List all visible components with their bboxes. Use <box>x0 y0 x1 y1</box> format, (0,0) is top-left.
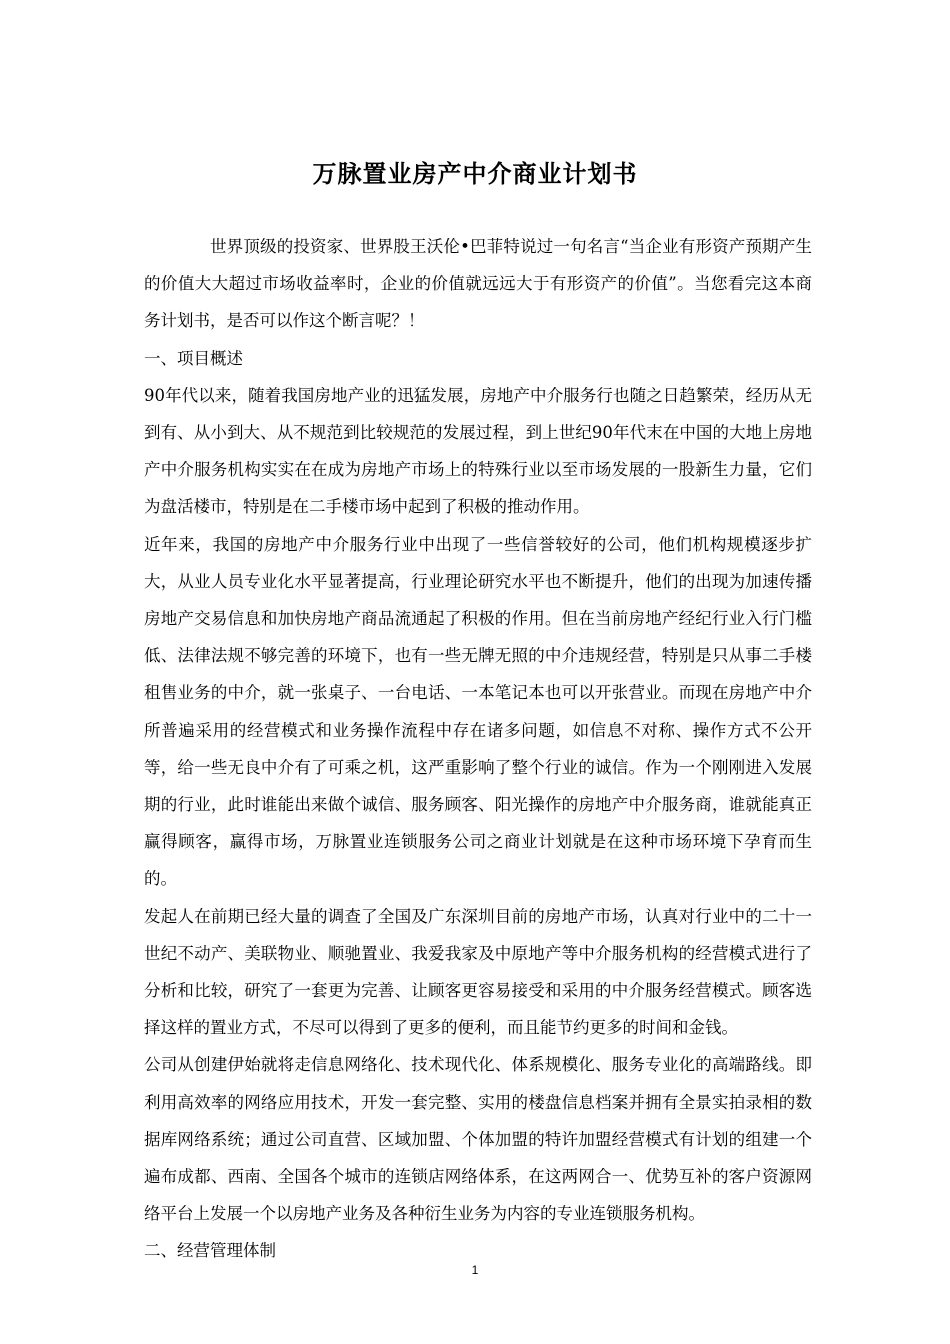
paragraph-industry-issues: 近年来，我国的房地产中介服务行业中出现了一些信誉较好的公司，他们机构规模逐步扩大，从业人员专业化水平显著提高，行业理论研究水平也不断提升，他们的出现为加速传播房地产交易信息和加快房地产商品流通起了积极的作用。但在当前房地产经纪行业入行门槛低、法律法规不够完善的环境下，也有一些无牌无照的中介违规经营，特别是只从事二手楼租售业务的中介，就一张桌子、一台电话、一本笔记本也可以开张营业。而现在房地产中介所普遍采用的经营模式和业务操作流程中存在诸多问题，如信息不对称、操作方式不公开等，给一些无良中介有了可乘之机，这严重影响了整个行业的诚信。作为一个刚刚进入发展期的行业，此时谁能出来做个诚信、服务顾客、阳光操作的房地产中介服务商，谁就能真正赢得顾客，赢得市场，万脉置业连锁服务公司之商业计划就是在这种市场环境下孕育而生的。 <box>144 534 812 889</box>
paragraph-market-research: 发起人在前期已经大量的调查了全国及广东深圳目前的房地产市场，认真对行业中的二十一世纪不动产、美联物业、顺驰置业、我爱我家及中原地产等中介服务机构的经营模式进行了分析和比较，研究了一套更为完善、让顾客更容易接受和采用的中介服务经营模式。顾客选择这样的置业方式，不尽可以得到了更多的便利，而且能节约更多的时间和金钱。 <box>144 906 812 1038</box>
intro-paragraph: 世界顶级的投资家、世界股王沃伦•巴菲特说过一句名言“当企业有形资产预期产生的价值大大超过市场收益率时，企业的价值就远远大于有形资产的价值”。当您看完这本商务计划书，是否可以作这个断言呢？！ <box>144 237 812 331</box>
section-heading-management: 二、经营管理体制 <box>144 1241 276 1261</box>
document-title: 万脉置业房产中介商业计划书 <box>312 159 638 188</box>
paragraph-company-strategy: 公司从创建伊始就将走信息网络化、技术现代化、体系规模化、服务专业化的高端路线。即利用高效率的网络应用技术，开发一套完整、实用的楼盘信息档案并拥有全景实拍录相的数据库网络系统；通过公司直营、区域加盟、个体加盟的特许加盟经营模式有计划的组建一个遍布成都、西南、全国各个城市的连锁店网络体系，在这两网合一、优势互补的客户资源网络平台上发展一个以房地产业务及各种衍生业务为内容的专业连锁服务机构。 <box>144 1055 812 1224</box>
page-number: 1 <box>471 1263 479 1277</box>
section-heading-overview: 一、项目概述 <box>144 348 243 368</box>
document-body <box>144 228 812 1270</box>
paragraph-industry-history: 90年代以来，随着我国房地产业的迅猛发展，房地产中介服务行也随之日趋繁荣，经历从无到有、从小到大、从不规范到比较规范的发展过程，到上世纪90年代末在中国的大地上房地产中介服务机构实实在在成为房地产市场上的特殊行业以至市场发展的一股新生力量，它们为盘活楼市，特别是在二手楼市场中起到了积极的推动作用。 <box>144 385 812 517</box>
